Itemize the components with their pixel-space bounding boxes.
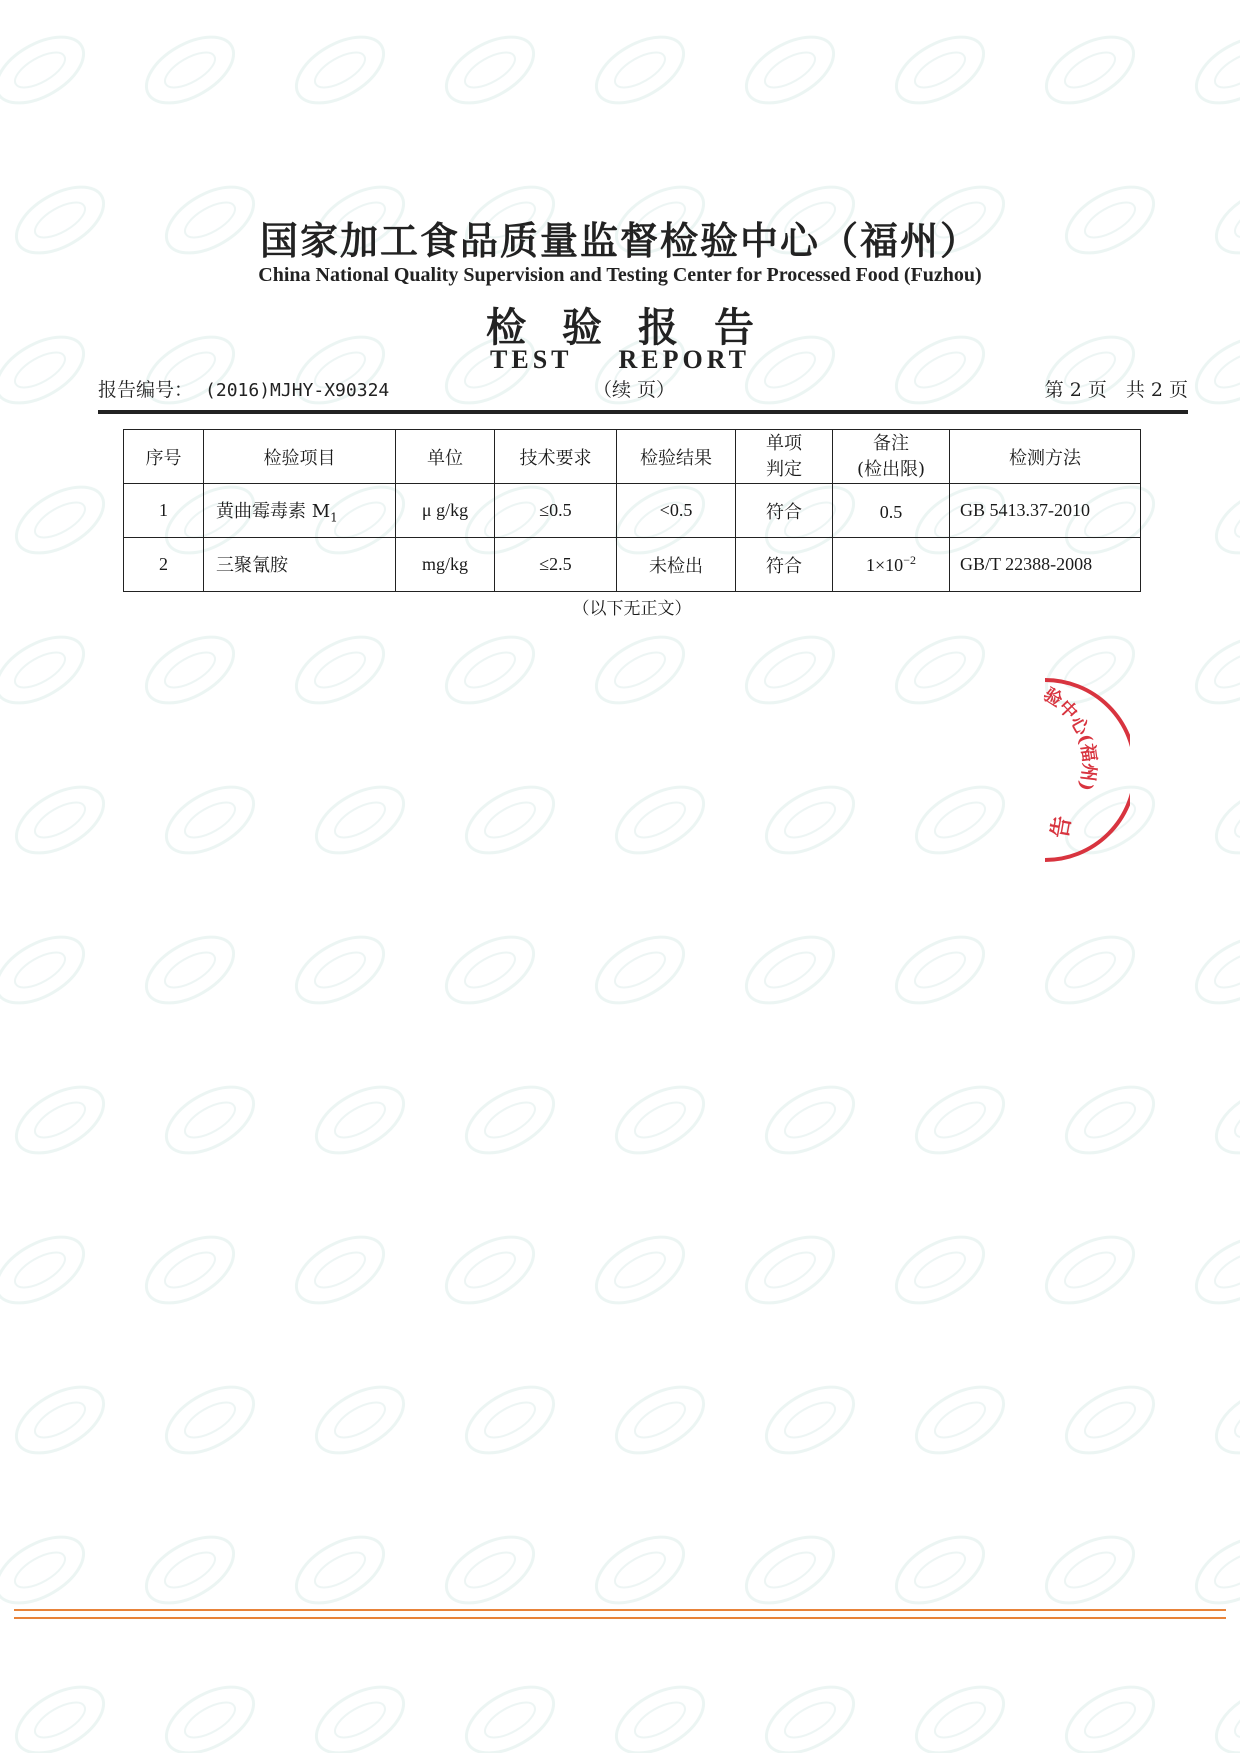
cell-result: <0.5 (617, 484, 736, 538)
watermark-emblem (305, 773, 414, 866)
watermark-emblem (0, 1223, 95, 1316)
watermark-emblem (5, 1673, 114, 1753)
watermark-emblem (1055, 1373, 1164, 1466)
col-header-method: 检测方法 (950, 430, 1141, 484)
watermark-emblem (1205, 1373, 1240, 1466)
cell-method: GB/T 22388-2008 (950, 538, 1141, 592)
watermark-emblem (755, 1073, 864, 1166)
watermark-emblem (5, 1073, 114, 1166)
col-header-requirement: 技术要求 (495, 430, 617, 484)
cell-item-name: 黄曲霉毒素 M (216, 500, 331, 522)
watermark-emblem (5, 473, 114, 566)
watermark-emblem (455, 1373, 564, 1466)
watermark-emblem (305, 1673, 414, 1753)
col-header-seq: 序号 (124, 430, 204, 484)
col-header-remark-line1: 备注 (873, 432, 909, 454)
watermark-emblem (135, 1223, 244, 1316)
watermark-emblem (0, 23, 95, 116)
watermark-emblem (605, 773, 714, 866)
org-name-en: China National Quality Supervision and Testing Center for Processed Food (Fuzhou) (258, 264, 982, 286)
watermark-emblem (155, 773, 264, 866)
watermark-emblem (455, 1073, 564, 1166)
watermark-emblem (285, 623, 394, 716)
table-header-row (124, 430, 1141, 484)
watermark-emblem (455, 773, 564, 866)
watermark-emblem (885, 923, 994, 1016)
col-header-verdict (736, 430, 833, 484)
cell-seq: 1 (124, 484, 204, 538)
watermark-emblem (305, 1373, 414, 1466)
watermark-emblem (905, 1673, 1014, 1753)
watermark-emblem (1205, 773, 1240, 866)
col-header-verdict-line2: 判定 (766, 458, 802, 480)
watermark-emblem (735, 1523, 844, 1616)
watermark-emblem (0, 923, 95, 1016)
watermark-emblem (155, 1073, 264, 1166)
cell-requirement: ≤2.5 (495, 538, 617, 592)
report-title-cn: 检验报告 (486, 304, 790, 351)
cell-item (204, 538, 396, 592)
table-row (124, 484, 1141, 538)
cell-unit: μ g/kg (396, 484, 495, 538)
col-header-item: 检验项目 (204, 430, 396, 484)
watermark-emblem (435, 1223, 544, 1316)
watermark-emblem (285, 1223, 394, 1316)
col-header-result: 检验结果 (617, 430, 736, 484)
watermark-emblem (1035, 923, 1144, 1016)
watermark-emblem (135, 623, 244, 716)
watermark-emblem (905, 773, 1014, 866)
cell-unit: mg/kg (396, 538, 495, 592)
watermark-emblem (605, 1673, 714, 1753)
report-title-en: TEST REPORT (490, 345, 750, 374)
watermark-emblem (585, 1523, 694, 1616)
watermark-emblem (435, 1523, 544, 1616)
watermark-emblem (5, 1373, 114, 1466)
org-name-cn: 国家加工食品质量监督检验中心（福州） (259, 218, 980, 263)
watermark-emblem (1185, 1223, 1240, 1316)
cell-remark (833, 538, 950, 592)
footer-rule-bottom (14, 1617, 1226, 1619)
official-seal-stamp (1030, 670, 1130, 870)
watermark-emblem (155, 1373, 264, 1466)
watermark-emblem (285, 23, 394, 116)
watermark-emblem (0, 1523, 95, 1616)
col-header-unit: 单位 (396, 430, 495, 484)
watermark-emblem (735, 623, 844, 716)
cell-remark-value: 1×10 (866, 555, 904, 575)
seal-arc-text-path: 验中心(福州) (1039, 683, 1100, 794)
report-number (98, 375, 389, 402)
cell-remark-value: 0.5 (879, 501, 903, 522)
watermark-emblem (885, 623, 994, 716)
report-number-value: (2016)MJHY-X90324 (205, 380, 390, 401)
col-header-remark (833, 430, 950, 484)
watermark-emblem (605, 1373, 714, 1466)
cell-remark-exponent: −2 (903, 553, 916, 567)
watermark-emblem (435, 623, 544, 716)
watermark-emblem (735, 23, 844, 116)
cell-item-name: 三聚氰胺 (216, 554, 288, 576)
footer-rule-top (14, 1609, 1226, 1611)
watermark-emblem (755, 773, 864, 866)
watermark-emblem (135, 1523, 244, 1616)
watermark-emblem (435, 923, 544, 1016)
watermark-emblem (135, 23, 244, 116)
watermark-emblem (885, 1523, 994, 1616)
cell-verdict: 符合 (736, 484, 833, 538)
watermark-emblem (135, 923, 244, 1016)
watermark-emblem (585, 1223, 694, 1316)
watermark-emblem (1185, 923, 1240, 1016)
watermark-emblem (1055, 1673, 1164, 1753)
watermark-emblem (755, 1373, 864, 1466)
page-info: 第 2 页 共 2 页 (1044, 379, 1188, 401)
watermark-emblem (5, 773, 114, 866)
watermark-emblem (885, 1223, 994, 1316)
report-meta-row (98, 375, 1188, 401)
col-header-remark-line2: (检出限) (856, 458, 926, 480)
cell-requirement: ≤0.5 (495, 484, 617, 538)
watermark-emblem (735, 1223, 844, 1316)
cell-item-subscript: 1 (330, 510, 338, 525)
watermark-emblem (1185, 1523, 1240, 1616)
cell-seq: 2 (124, 538, 204, 592)
watermark-emblem (285, 1523, 394, 1616)
watermark-emblem (305, 1073, 414, 1166)
watermark-emblem (285, 923, 394, 1016)
watermark-emblem (585, 923, 694, 1016)
watermark-emblem (1185, 23, 1240, 116)
cell-item (204, 484, 396, 538)
watermark-emblem (455, 1673, 564, 1753)
end-of-text-note: （以下无正文） (572, 599, 692, 619)
continuation-label: （续 页） (593, 379, 676, 401)
watermark-emblem (1205, 473, 1240, 566)
report-number-label: 报告编号： (98, 379, 194, 401)
watermark-emblem (735, 923, 844, 1016)
cell-remark (833, 484, 950, 538)
watermark-emblem (885, 23, 994, 116)
watermark-emblem (585, 623, 694, 716)
seal-bottom-text: 告 (1046, 814, 1077, 841)
watermark-emblem (755, 1673, 864, 1753)
watermark-emblem (1185, 623, 1240, 716)
watermark-emblem (435, 23, 544, 116)
watermark-emblem (0, 623, 95, 716)
cell-verdict: 符合 (736, 538, 833, 592)
watermark-emblem (1035, 23, 1144, 116)
watermark-emblem (1205, 1073, 1240, 1166)
header-divider (98, 410, 1188, 414)
watermark-emblem (585, 23, 694, 116)
seal-arc-text (1040, 683, 1100, 793)
watermark-emblem (605, 1073, 714, 1166)
col-header-verdict-line1: 单项 (766, 432, 802, 454)
cell-result: 未检出 (617, 538, 736, 592)
watermark-emblem (1055, 1073, 1164, 1166)
watermark-emblem (1205, 1673, 1240, 1753)
watermark-emblem (155, 1673, 264, 1753)
test-results-table (123, 429, 1141, 592)
watermark-emblem (905, 1073, 1014, 1166)
cell-method: GB 5413.37-2010 (950, 484, 1141, 538)
watermark-emblem (905, 1373, 1014, 1466)
watermark-emblem (1035, 1523, 1144, 1616)
table-row (124, 538, 1141, 592)
watermark-emblem (1035, 1223, 1144, 1316)
